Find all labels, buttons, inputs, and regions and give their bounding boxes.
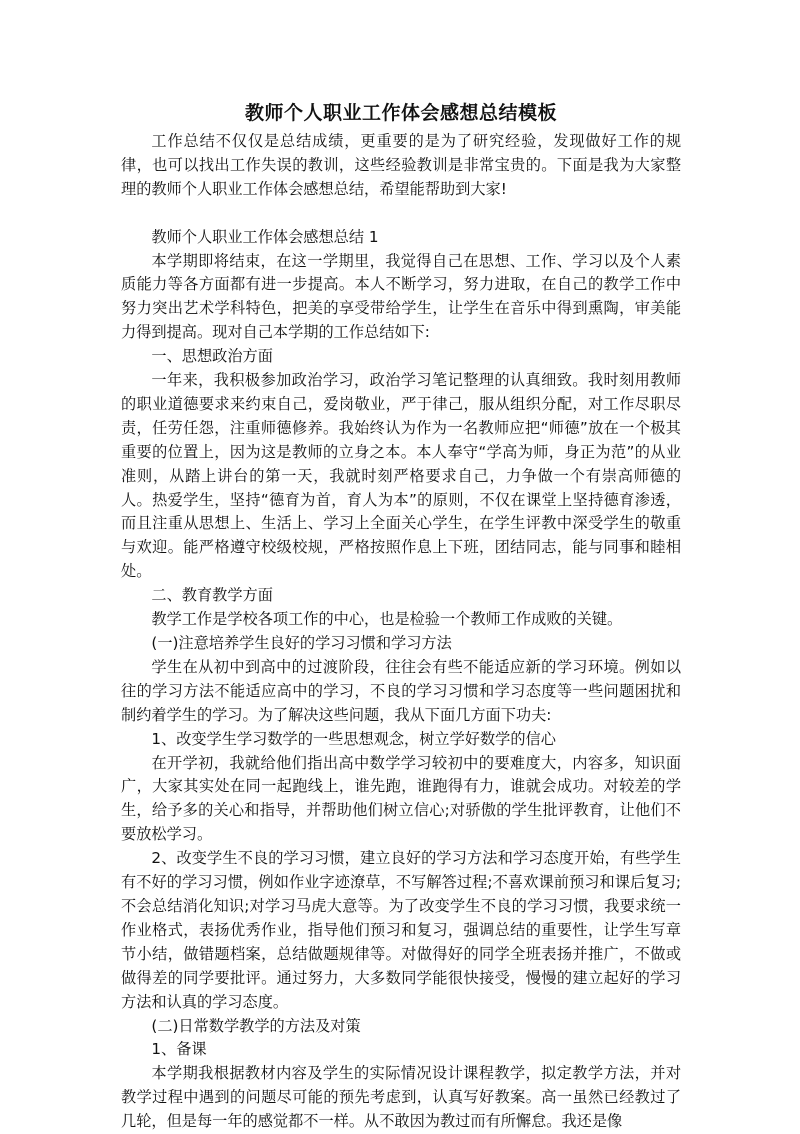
subheading: (一)注意培养学生良好的学习习惯和学习方法 <box>151 634 452 653</box>
body-paragraph: 学生在从初中到高中的过渡阶段，往往会有些不能适应新的学习环境。例如以往的学习方法不能适应高中的学习，不良的学习习惯和学习态度等一些问题困扰和制约着学生的学习。为了解决这些问题，我从下面几方面下功夫: <box>121 657 681 724</box>
subheading: 1、备课 <box>151 1040 207 1059</box>
body-paragraph: 本学期我根据教材内容及学生的实际情况设计课程教学，拟定教学方法，并对教学过程中遇到的问题尽可能的预先考虑到，认真写好教案。高一虽然已经教过了几轮，但是每一年的感觉都不一样。从不敢因为教过而有所懈怠。我还是像 <box>121 1064 681 1131</box>
section-title: 教师个人职业工作体会感想总结 1 <box>151 227 379 246</box>
document-page <box>121 100 681 1134</box>
document-title: 教师个人职业工作体会感想总结模板 <box>244 102 557 124</box>
subheading: 一、思想政治方面 <box>151 347 273 366</box>
subheading: 二、教育教学方面 <box>151 586 273 605</box>
body-paragraph: 本学期即将结束，在这一学期里，我觉得自己在思想、工作、学习以及个人素质能力等各方面都有进一步提高。本人不断学习，努力进取，在自己的教学工作中努力突出艺术学科特色，把美的享受带给学生，让学生在音乐中得到熏陶，审美能力得到提高。现对自己本学期的工作总结如下: <box>121 251 681 342</box>
body-paragraph: 一年来，我积极参加政治学习，政治学习笔记整理的认真细致。我时刻用教师的职业道德要求来约束自己，爱岗敬业，严于律己，服从组织分配，对工作尽职尽责，任劳任怨，注重师德修养。我始终认为作为一名教师应把“师德”放在一个极其重要的位置上，因为这是教师的立身之本。本人奉守“学高为师，身正为范”的从业准则，从踏上讲台的第一天，我就时刻严格要求自己，力争做一个有崇高师德的人。热爱学生，坚持“德育为首，育人为本”的原则，不仅在课堂上坚持德育渗透，而且注重从思想上、生活上、学习上全面关心学生，在学生评教中深受学生的敬重与欢迎。能严格遵守校级校规，严格按照作息上下班，团结同志，能与同事和睦相处。 <box>121 371 681 581</box>
paragraph-spacer <box>121 202 681 226</box>
body-paragraph: 在开学初，我就给他们指出高中数学学习较初中的要难度大，内容多，知识面广，大家其实处在同一起跑线上，谁先跑，谁跑得有力，谁就会成功。对较差的学生，给予多的关心和指导，并帮助他们树立信心;对骄傲的学生批评教育，让他们不要放松学习。 <box>121 753 681 844</box>
body-paragraph: 2、改变学生不良的学习习惯，建立良好的学习方法和学习态度开始，有些学生有不好的学习习惯，例如作业字迹潦草，不写解答过程;不喜欢课前预习和课后复习;不会总结消化知识;对学习马虎大意等。为了改变学生不良的学习习惯，我要求统一作业格式，表扬优秀作业，指导他们预习和复习，强调总结的重要性，让学生写章节小结，做错题档案，总结做题规律等。对做得好的同学全班表扬并推广，不做或做得差的同学要批评。通过努力，大多数同学能很快接受，慢慢的建立起好的学习方法和认真的学习态度。 <box>121 849 681 1011</box>
body-paragraph: 教学工作是学校各项工作的中心，也是检验一个教师工作成败的关键。 <box>151 610 623 629</box>
intro-paragraph: 工作总结不仅仅是总结成绩，更重要的是为了研究经验，发现做好工作的规律，也可以找出工作失误的教训，这些经验教训是非常宝贵的。下面是我为大家整理的教师个人职业工作体会感想总结，希望能帮助到大家! <box>121 132 681 198</box>
subheading: (二)日常数学教学的方法及对策 <box>151 1016 361 1035</box>
subheading: 1、改变学生学习数学的一些思想观念，树立学好数学的信心 <box>151 729 556 748</box>
